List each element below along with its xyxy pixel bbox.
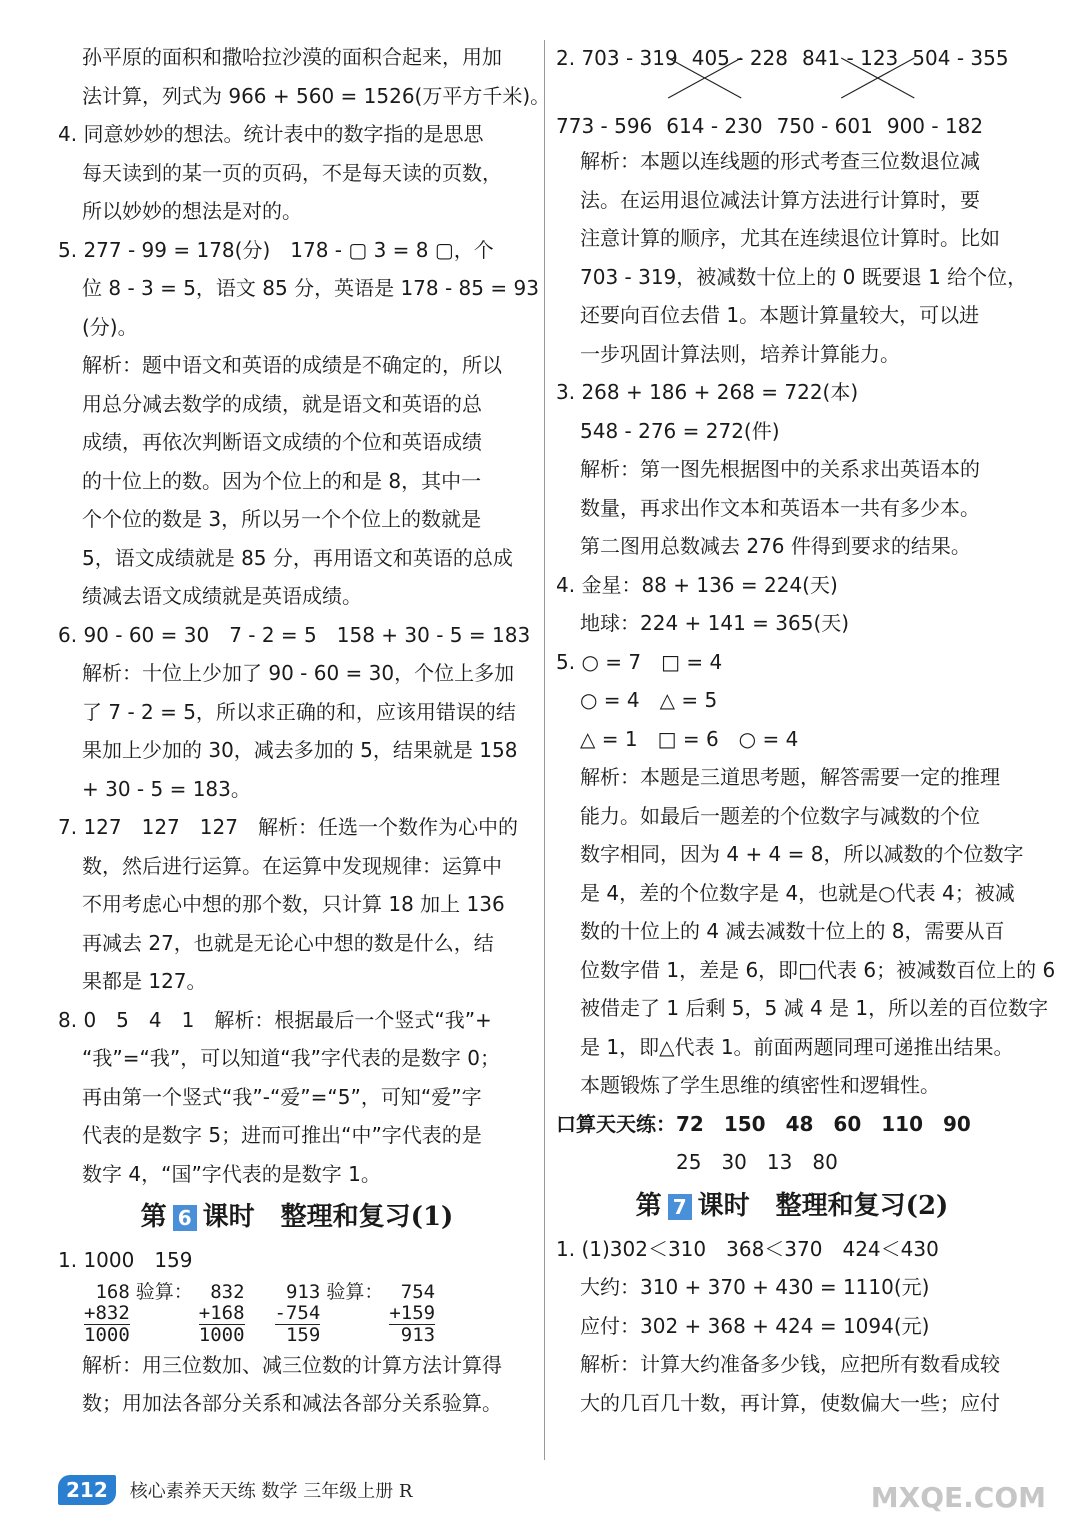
- expression-bottom: 773 - 596: [556, 114, 653, 138]
- vertical-calc-pair: [275, 1282, 436, 1346]
- text-line: 548 - 276 = 272(件): [580, 418, 780, 443]
- right-answer-text: [556, 142, 1056, 1182]
- heading-prefix: 第: [140, 1202, 167, 1232]
- text-line: 第二图用总数减去 276 件得到要求的结果。: [580, 534, 971, 558]
- heading-title: 课时 整理和复习(1): [202, 1202, 454, 1232]
- q1-answer: 1. 1000 159: [58, 1248, 193, 1272]
- text-line: 用总分减去数学的成绩，就是语文和英语的总: [82, 391, 482, 416]
- text-line: 解析：用三位数加、减三位数的计算方法计算得: [82, 1352, 502, 1377]
- text-line: 还要向百位去借 1。本题计算量较大，可以进: [580, 303, 980, 327]
- text-line: 25 30 13 80: [676, 1150, 838, 1174]
- heading-title: 课时 整理和复习(2): [697, 1190, 949, 1221]
- expression-bottom: 750 - 601: [776, 114, 873, 138]
- lesson-7-heading: [556, 1182, 1028, 1230]
- text-line: 注意计算的顺序，尤其在连续退位计算时。比如: [580, 226, 1000, 250]
- text-line: 4. 金星：88 + 136 = 224(天): [556, 572, 838, 597]
- text-line: 口算天天练：72 150 48 60 110 90: [556, 1111, 971, 1136]
- expression-top: 405 - 228: [691, 46, 788, 70]
- text-line: 6. 90 - 60 = 30 7 - 2 = 5 158 + 30 - 5 = 183: [58, 622, 531, 647]
- text-line: 是 1，即△代表 1。前面两题同理可递推出结果。: [580, 1034, 1014, 1059]
- text-line: 位数字借 1，差是 6，即□代表 6；被减数百位上的 6: [580, 957, 1056, 982]
- right-tail-text: [556, 1230, 1028, 1423]
- text-line: 1. (1)302＜310 368＜370 424＜430: [556, 1236, 939, 1261]
- text-line: 绩减去语文成绩就是英语成绩。: [82, 584, 362, 608]
- text-line: 被借走了 1 后剩 5，5 减 4 是 1，所以差的百位数字: [580, 996, 1049, 1020]
- text-line: 的十位上的数。因为个位上的和是 8，其中一: [82, 468, 482, 493]
- text-line: △ = 1 □ = 6 ○ = 4: [580, 726, 799, 751]
- column-calc: 754 +159 913: [389, 1280, 436, 1346]
- text-line: 应付：302 + 368 + 424 = 1094(元): [580, 1313, 930, 1338]
- lesson-number-badge: 7: [668, 1194, 692, 1220]
- expression-bottom: 900 - 182: [886, 114, 984, 138]
- text-line: 法计算，列式为 966 + 560 = 1526(万平方千米)。: [82, 83, 551, 108]
- text-line: 解析：十位上少加了 90 - 60 = 30，个位上多加: [82, 661, 515, 685]
- text-line: 地球：224 + 141 = 365(天): [580, 611, 850, 635]
- text-line: 大约：310 + 370 + 430 = 1110(元): [580, 1275, 930, 1299]
- expression-bottom: 614 - 230: [666, 114, 763, 138]
- text-line: 解析：本题是三道思考题，解答需要一定的推理: [580, 765, 1000, 789]
- right-column: [556, 38, 1056, 1422]
- text-line: 数的十位上的 4 减去减数十位上的 8，需要从百: [580, 919, 1005, 943]
- expression-top: 2. 703 - 319: [556, 46, 678, 70]
- left-answer-text: [58, 38, 551, 1193]
- text-line: 数字 4，“国”字代表的是数字 1。: [82, 1161, 381, 1186]
- text-line: 703 - 319，被减数十位上的 0 既要退 1 给个位，: [580, 264, 1028, 289]
- text-line: 5. 277 - 99 = 178(分) 178 - ▢ 3 = 8 ▢，个: [58, 237, 494, 262]
- check-label: 验算：: [326, 1280, 384, 1303]
- book-title: 核心素养天天练 数学 三年级上册 R: [129, 1481, 413, 1502]
- page-footer: [58, 1470, 412, 1510]
- text-line: 是 4，差的个位数字是 4，也就是○代表 4；被减: [580, 880, 1015, 905]
- matching-bottom-row: [556, 114, 997, 138]
- text-line: 不用考虑心中想的那个数，只计算 18 加上 136: [82, 892, 505, 916]
- text-line: 再由第一个竖式“我”-“爱”=“5”，可知“爱”字: [82, 1084, 482, 1109]
- text-line: 所以妙妙的想法是对的。: [82, 199, 302, 223]
- text-line: 4. 同意妙妙的想法。统计表中的数字指的是思思: [58, 122, 484, 146]
- column-calc: 832 +168 1000: [198, 1280, 245, 1346]
- text-line: 数字相同，因为 4 + 4 = 8，所以减数的个位数字: [580, 842, 1024, 866]
- page-number: 212: [58, 1475, 116, 1505]
- check-label: 验算：: [135, 1280, 193, 1303]
- text-line: 个个位的数是 3，所以另一个个位上的数就是: [82, 507, 482, 531]
- text-line: 3. 268 + 186 + 268 = 722(本): [556, 380, 859, 404]
- text-line: 代表的是数字 5；进而可推出“中”字代表的是: [82, 1123, 482, 1147]
- text-line: “我”=“我”，可以知道“我”字代表的是数字 0；: [82, 1046, 501, 1070]
- text-line: 解析：计算大约准备多少钱，应把所有数看成较: [580, 1352, 1000, 1376]
- text-line: 数；用加法各部分关系和减法各部分关系验算。: [82, 1391, 502, 1415]
- vertical-calc-pair: [84, 1282, 245, 1346]
- text-line: 本题锻炼了学生思维的缜密性和逻辑性。: [580, 1073, 940, 1097]
- left-column: [58, 38, 551, 1423]
- heading-prefix: 第: [635, 1190, 662, 1221]
- text-line: 了 7 - 2 = 5，所以求正确的和，应该用错误的结: [82, 699, 516, 724]
- watermark-logo: MXQE.COM: [870, 1481, 1046, 1514]
- text-line: 孙平原的面积和撒哈拉沙漠的面积合起来，用加: [82, 45, 502, 69]
- text-line: 解析：第一图先根据图中的关系求出英语本的: [580, 457, 980, 481]
- matching-exercise: [556, 38, 1028, 142]
- vertical-calculations: [58, 1282, 536, 1346]
- text-line: 大的几百几十数，再计算，使数偏大一些；应付: [580, 1390, 1000, 1415]
- expression-top: 841 - 123: [802, 46, 899, 70]
- column-calc: 913 -754 159: [274, 1280, 321, 1346]
- lesson-6-heading: [58, 1193, 536, 1241]
- text-line: 果都是 127。: [82, 969, 207, 993]
- text-line: 成绩，再依次判断语文成绩的个位和英语成绩: [82, 430, 482, 454]
- left-tail-text: [58, 1346, 536, 1423]
- text-line: 位 8 - 3 = 5，语文 85 分，英语是 178 - 85 = 93: [82, 276, 539, 300]
- text-line: + 30 - 5 = 183。: [82, 776, 251, 801]
- matching-top-row: [556, 46, 1023, 70]
- text-line: 5，语文成绩就是 85 分，再用语文和英语的总成: [82, 545, 513, 570]
- expression-top: 504 - 355: [912, 46, 1009, 70]
- column-divider: [544, 40, 545, 1460]
- text-line: 5. ○ = 7 □ = 4: [556, 649, 723, 674]
- text-line: 一步巩固计算法则，培养计算能力。: [580, 341, 900, 366]
- lesson-number-badge: 6: [173, 1205, 197, 1231]
- text-line: 法。在运用退位减法计算方法进行计算时，要: [580, 187, 980, 212]
- text-line: 数，然后进行运算。在运算中发现规律：运算中: [82, 853, 502, 878]
- text-line: 能力。如最后一题差的个位数字与减数的个位: [580, 803, 980, 828]
- text-line: 每天读到的某一页的页码，不是每天读的页数，: [82, 160, 502, 185]
- text-line: 果加上少加的 30，减去多加的 5，结果就是 158: [82, 738, 518, 762]
- column-calc: 168 +832 1000: [84, 1280, 130, 1346]
- text-line: 解析：题中语文和英语的成绩是不确定的，所以: [82, 353, 502, 377]
- text-line: 7. 127 127 127 解析：任选一个数作为心中的: [58, 815, 518, 839]
- text-line: 再减去 27，也就是无论心中想的数是什么，结: [82, 930, 494, 955]
- text-line: 8. 0 5 4 1 解析：根据最后一个竖式“我”+: [58, 1007, 492, 1032]
- text-line: ○ = 4 △ = 5: [580, 688, 718, 712]
- text-line: 解析：本题以连线题的形式考查三位数退位减: [580, 149, 980, 173]
- text-line: 数量，再求出作文本和英语本一共有多少本。: [580, 495, 980, 520]
- text-line: (分)。: [82, 314, 138, 339]
